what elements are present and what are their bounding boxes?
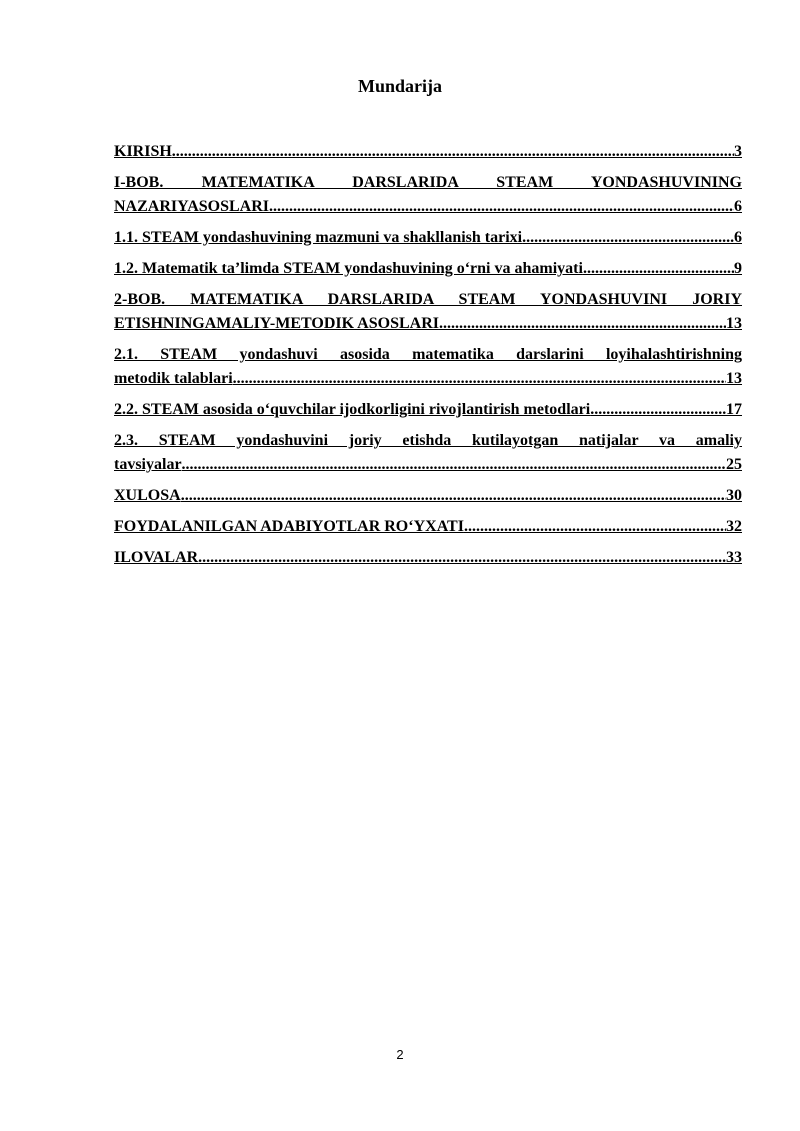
toc-entry-text: tavsiyalar bbox=[114, 456, 182, 473]
toc-leader-dots bbox=[181, 484, 726, 508]
toc-entry[interactable] bbox=[114, 343, 742, 391]
table-of-contents bbox=[114, 140, 742, 577]
toc-entry-text: FOYDALANILGAN ADABIYOTLAR RO‘YXATI bbox=[114, 518, 464, 535]
toc-entry-page: 13 bbox=[726, 315, 742, 332]
toc-entry-page: 17 bbox=[726, 401, 742, 418]
toc-entry-text-first-line: I-BOB. MATEMATIKA DARSLARIDA STEAM YONDASHUVINING bbox=[114, 174, 742, 191]
toc-leader-dots bbox=[522, 226, 734, 250]
toc-entry-page: 25 bbox=[726, 456, 742, 473]
toc-entry-text-first-line: 2.1. STEAM yondashuvi asosida matematika darslarini loyihalashtirishning bbox=[114, 346, 742, 363]
toc-entry-text: ILOVALAR bbox=[114, 549, 199, 566]
toc-entry[interactable] bbox=[114, 398, 742, 422]
toc-leader-dots bbox=[439, 312, 726, 336]
toc-leader-dots bbox=[172, 140, 734, 164]
toc-entry-page: 3 bbox=[734, 143, 742, 160]
toc-entry[interactable] bbox=[114, 171, 742, 219]
toc-leader-dots bbox=[182, 453, 726, 477]
toc-leader-dots bbox=[583, 257, 734, 281]
toc-entry[interactable] bbox=[114, 226, 742, 250]
toc-entry-page: 13 bbox=[726, 370, 742, 387]
toc-entry-page: 9 bbox=[734, 260, 742, 277]
toc-entry-text: 1.2. Matematik ta’limda STEAM yondashuvining o‘rni va ahamiyati bbox=[114, 260, 583, 277]
toc-entry-text: XULOSA bbox=[114, 487, 181, 504]
toc-entry[interactable] bbox=[114, 429, 742, 477]
toc-entry[interactable] bbox=[114, 288, 742, 336]
toc-entry-text: 2.2. STEAM asosida o‘quvchilar ijodkorligini rivojlantirish metodlari bbox=[114, 401, 591, 418]
toc-entry-page: 30 bbox=[726, 487, 742, 504]
toc-entry-page: 6 bbox=[734, 198, 742, 215]
toc-entry-text: 1.1. STEAM yondashuvining mazmuni va shakllanish tarixi bbox=[114, 229, 523, 246]
toc-entry-page: 32 bbox=[726, 518, 742, 535]
toc-entry-text: metodik talablari bbox=[114, 370, 233, 387]
toc-entry[interactable] bbox=[114, 546, 742, 570]
toc-entry-text-first-line: 2.3. STEAM yondashuvini joriy etishda kutilayotgan natijalar va amaliy bbox=[114, 432, 742, 449]
toc-leader-dots bbox=[233, 367, 726, 391]
toc-entry-text: ETISHNINGAMALIY-METODIK ASOSLARI bbox=[114, 315, 439, 332]
toc-entry[interactable] bbox=[114, 484, 742, 508]
toc-leader-dots bbox=[198, 546, 726, 570]
toc-entry[interactable] bbox=[114, 140, 742, 164]
toc-entry-page: 6 bbox=[734, 229, 742, 246]
toc-leader-dots bbox=[590, 398, 726, 422]
toc-entry-text: KIRISH bbox=[114, 143, 172, 160]
toc-entry-text: NAZARIYASOSLARI bbox=[114, 198, 270, 215]
toc-entry-page: 33 bbox=[726, 549, 742, 566]
toc-entry[interactable] bbox=[114, 515, 742, 539]
toc-leader-dots bbox=[464, 515, 726, 539]
page-number: 2 bbox=[396, 1047, 404, 1062]
toc-leader-dots bbox=[269, 195, 734, 219]
toc-entry-text-first-line: 2-BOB. MATEMATIKA DARSLARIDA STEAM YONDASHUVINI JORIY bbox=[114, 291, 742, 308]
page-title: Mundarija bbox=[357, 76, 442, 96]
toc-entry[interactable] bbox=[114, 257, 742, 281]
